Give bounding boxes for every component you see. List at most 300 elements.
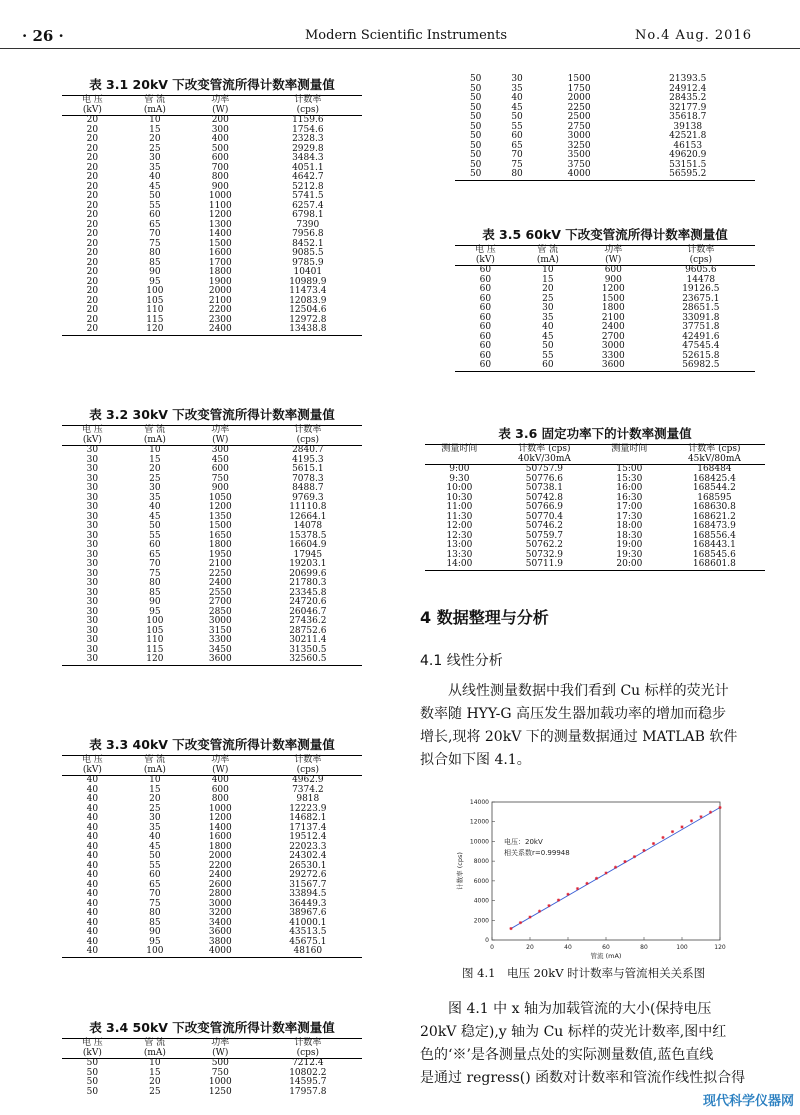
table-cell: 35: [511, 83, 523, 94]
data-point: [547, 904, 550, 907]
table-cell: 50: [469, 150, 482, 160]
column-unit: [425, 455, 494, 465]
table-cell: 40: [86, 908, 99, 918]
table-cell: 1750: [567, 83, 591, 94]
table-cell: 60: [542, 360, 554, 370]
table-3-6: [425, 424, 765, 571]
table-cell: 45675.1: [289, 936, 327, 947]
table-cell: 1050: [208, 492, 232, 503]
table-cell: 15: [149, 454, 161, 465]
table-cell: 25: [149, 803, 161, 814]
table-cell: 20: [86, 143, 99, 154]
table-cell: 2400: [208, 324, 232, 334]
table-row: [62, 325, 362, 335]
table-cell: 500: [211, 143, 229, 154]
table-cell: 10: [149, 1058, 161, 1068]
table-cell: 40: [149, 832, 161, 842]
table-cell: 12223.9: [289, 803, 327, 814]
table-cell: 1800: [208, 267, 232, 277]
annotation-voltage: 电压：20kV: [504, 838, 543, 846]
table-cell: 105: [146, 295, 164, 306]
table-cell: 20699.6: [289, 568, 327, 579]
table-cell: 15:00: [616, 464, 643, 474]
table-cell: 60: [479, 350, 492, 361]
column-header: 电 压: [81, 1038, 103, 1048]
table-cell: 35: [542, 312, 554, 323]
table-cell: 20: [86, 295, 99, 306]
data-point: [690, 819, 693, 822]
table-cell: 50770.4: [525, 511, 564, 522]
column-header: 计数率: [294, 1038, 322, 1048]
table-cell: 20: [86, 229, 99, 239]
table-cell: 18:30: [616, 530, 643, 541]
table-cell: 31350.5: [289, 644, 327, 655]
table-cell: 168544.2: [692, 483, 736, 493]
table-cell: 20: [86, 200, 99, 211]
table-cell: 25: [149, 1086, 161, 1097]
table-cell: 600: [604, 265, 622, 275]
table-cell: 55: [511, 121, 523, 132]
table-cell: 40: [86, 946, 99, 956]
table-cell: 2100: [208, 295, 232, 306]
table-cell: 168630.8: [692, 502, 736, 512]
table-cell: 12504.6: [289, 305, 327, 315]
table-row: [455, 113, 755, 123]
table-cell: 56982.5: [682, 360, 720, 370]
table-cell: 65: [149, 879, 161, 890]
table-cell: 3600: [208, 927, 232, 937]
paragraph-linear-analysis: [420, 680, 772, 772]
table-cell: 168601.8: [692, 559, 736, 569]
table-cell: 80: [149, 908, 161, 918]
figure-caption: 图 4.1 电压 20kV 时计数率与管流相关关系图: [462, 966, 706, 980]
table-title: 表 3.1 20kV 下改变管流所得计数率测量值: [89, 77, 335, 92]
table-cell: 2100: [601, 312, 625, 323]
table-cell: 3300: [208, 635, 232, 645]
table-cell: 20: [86, 305, 99, 315]
column-header: 功率: [211, 95, 230, 105]
table-cell: 7374.2: [292, 784, 324, 795]
table-cell: 30: [511, 74, 523, 84]
table-cell: 2200: [208, 305, 232, 315]
table-cell: 3150: [208, 625, 232, 636]
table-cell: 105: [146, 625, 164, 636]
table-cell: 55: [542, 350, 554, 361]
table-cell: 30: [149, 153, 161, 163]
table-cell: 42491.6: [682, 331, 720, 342]
table-cell: 50757.9: [525, 464, 564, 474]
column-unit: (W): [580, 256, 647, 266]
table-cell: 15:30: [616, 473, 643, 484]
table-cell: 30: [86, 521, 99, 531]
table-cell: 168473.9: [692, 521, 736, 531]
table-cell: 1000: [208, 803, 232, 814]
table-cell: 45: [542, 331, 554, 342]
table-cell: 20: [86, 115, 99, 125]
data-point: [585, 882, 588, 885]
table-cell: 20: [149, 794, 161, 804]
table-cell: 9769.3: [292, 492, 324, 503]
table-cell: 600: [211, 153, 229, 163]
column-header: 计数率: [294, 95, 322, 105]
table-cell: 300: [211, 445, 229, 455]
table-cell: 1800: [601, 303, 625, 313]
table-cell: 40: [86, 936, 99, 947]
table-row: [455, 361, 755, 371]
data-table: [62, 1038, 362, 1097]
table-cell: 8488.7: [292, 483, 324, 493]
table-cell: 1500: [208, 238, 232, 249]
table-cell: 50: [86, 1086, 99, 1097]
table-cell: 100: [146, 946, 164, 956]
table-row: [62, 947, 362, 957]
data-point: [538, 910, 541, 913]
table-cell: 500: [211, 1058, 229, 1068]
x-tick-label: 0: [490, 944, 494, 951]
column-header: 电 压: [81, 95, 103, 105]
table-cell: 56595.2: [669, 169, 707, 179]
table-cell: 45: [149, 841, 161, 852]
table-cell: 1600: [208, 832, 232, 842]
table-cell: 30: [86, 464, 99, 474]
data-point: [528, 915, 531, 918]
table-cell: 9785.9: [292, 257, 324, 268]
table-cell: 10:00: [446, 483, 473, 493]
table-cell: 50: [469, 112, 482, 122]
table-cell: 12972.8: [289, 314, 327, 325]
table-cell: 32560.5: [289, 654, 327, 664]
header-row: [62, 1039, 362, 1049]
table-cell: 30: [86, 587, 99, 598]
column-unit: (mA): [516, 256, 580, 266]
table-cell: 40: [86, 794, 99, 804]
table-cell: 20: [86, 172, 99, 182]
table-cell: 2100: [208, 559, 232, 569]
data-point: [709, 811, 712, 814]
table-cell: 10: [542, 265, 554, 275]
data-point: [642, 849, 645, 852]
table-cell: 7212.4: [292, 1058, 324, 1068]
table-cell: 9085.5: [292, 248, 324, 258]
table-cell: 1700: [208, 257, 232, 268]
table-cell: 10: [149, 445, 161, 455]
table-cell: 65: [149, 219, 161, 230]
table-cell: 20: [86, 153, 99, 163]
table-cell: 6257.4: [292, 200, 324, 211]
x-axis-label: 管流 (mA): [590, 952, 622, 960]
table-cell: 60: [479, 331, 492, 342]
table-3-1: [62, 75, 362, 336]
paragraph-figure-explanation: [420, 998, 772, 1090]
table-cell: 300: [211, 124, 229, 135]
table-cell: 20: [86, 257, 99, 268]
table-cell: 10: [149, 115, 161, 125]
header-row: [425, 445, 765, 455]
table-title: 表 3.5 60kV 下改变管流所得计数率测量值: [482, 227, 728, 242]
column-unit: (W): [187, 436, 254, 446]
table-cell: 20: [86, 324, 99, 334]
table-cell: 1200: [601, 284, 625, 294]
data-point: [509, 927, 512, 930]
table-cell: 1800: [208, 841, 232, 852]
table-cell: 5615.1: [292, 464, 324, 474]
table-cell: 10989.9: [289, 276, 327, 287]
table-cell: 40: [86, 822, 99, 833]
column-header: 电 压: [81, 755, 103, 765]
units-row: [62, 106, 362, 116]
table-cell: 168621.2: [692, 511, 736, 522]
table-cell: 2550: [208, 587, 232, 598]
column-unit: (cps): [254, 436, 362, 446]
header-row: [62, 426, 362, 436]
table-cell: 2400: [208, 578, 232, 588]
table-cell: 90: [149, 927, 161, 937]
x-tick-label: 60: [602, 944, 610, 951]
table-title: 表 3.4 50kV 下改变管流所得计数率测量值: [89, 1020, 335, 1035]
table-cell: 200: [211, 115, 229, 125]
table-cell: 50: [469, 74, 482, 84]
table-cell: 40: [86, 879, 99, 890]
table-cell: 120: [146, 324, 164, 334]
column-header: 测量时间: [611, 444, 648, 454]
table-cell: 13:30: [446, 549, 473, 560]
table-cell: 9818: [296, 794, 320, 804]
units-row: [62, 436, 362, 446]
table-cell: 60: [479, 322, 492, 332]
table-cell: 12664.1: [289, 511, 327, 522]
table-cell: 3250: [567, 140, 591, 151]
table-cell: 2000: [208, 286, 232, 296]
table-cell: 50762.2: [525, 540, 564, 550]
table-cell: 750: [211, 473, 229, 484]
table-cell: 1400: [208, 822, 232, 833]
table-cell: 50732.9: [525, 549, 564, 560]
table-cell: 2800: [208, 889, 232, 899]
table-cell: 1650: [208, 530, 232, 541]
table-cell: 10401: [293, 267, 323, 277]
table-cell: 50: [511, 112, 523, 122]
table-cell: 39138: [673, 121, 703, 132]
column-unit: (W): [187, 106, 254, 116]
table-cell: 30211.4: [289, 635, 327, 645]
table-cell: 75: [149, 568, 161, 579]
table-cell: 11110.8: [289, 502, 327, 512]
table-cell: 46153: [673, 140, 703, 151]
table-cell: 1200: [208, 502, 232, 512]
table-cell: 15: [542, 274, 554, 285]
text-line: 色的‘※’是各测量点处的实际测量数值,蓝色直线: [420, 1047, 714, 1063]
table-cell: 4000: [567, 169, 591, 179]
column-unit: (kV): [62, 766, 123, 776]
table-cell: 14:00: [446, 559, 473, 569]
table-cell: 53151.5: [669, 159, 707, 170]
table-cell: 21780.3: [289, 578, 327, 588]
column-unit: (mA): [123, 436, 187, 446]
table-cell: 95: [149, 276, 161, 287]
column-header: 管 流: [144, 1038, 166, 1048]
table-cell: 50738.1: [525, 483, 564, 493]
table-cell: 65: [511, 140, 523, 151]
table-row: [455, 85, 755, 95]
table-cell: 900: [211, 483, 229, 493]
table-cell: 40: [86, 813, 99, 823]
table-cell: 9:00: [449, 464, 470, 474]
column-unit: (cps): [254, 766, 362, 776]
table-cell: 1800: [208, 540, 232, 550]
table-cell: 36449.3: [289, 898, 327, 909]
table-cell: 16:30: [616, 492, 643, 503]
column-header: 功率: [604, 245, 623, 255]
table-cell: 55: [149, 200, 161, 211]
table-cell: 15: [149, 784, 161, 795]
table-cell: 100: [146, 616, 164, 626]
table-cell: 700: [211, 162, 229, 173]
column-header: 电 压: [81, 425, 103, 435]
text-line: 增长,现将 20kV 下的测量数据通过 MATLAB 软件: [420, 729, 738, 745]
table-cell: 17:00: [616, 502, 643, 512]
table-cell: 28651.5: [682, 303, 720, 313]
table-cell: 4051.1: [292, 162, 324, 173]
table-cell: 50776.6: [525, 473, 564, 484]
table-cell: 20: [86, 181, 99, 192]
table-row: [425, 465, 765, 475]
table-row: [455, 104, 755, 114]
figure-4-1-chart: [452, 792, 732, 962]
table-row: [455, 123, 755, 133]
table-cell: 50: [86, 1077, 99, 1087]
table-cell: 45: [149, 181, 161, 192]
table-cell: 15: [149, 124, 161, 135]
table-cell: 80: [511, 169, 523, 179]
table-cell: 70: [149, 559, 161, 569]
table-cell: 40: [86, 927, 99, 937]
header-row: [455, 246, 755, 256]
text-line: 20kV 稳定),y 轴为 Cu 标样的荧光计数率,图中红: [420, 1024, 727, 1040]
table-cell: 168443.1: [692, 540, 736, 550]
table-cell: 80: [149, 248, 161, 258]
subsection-heading: 4.1 线性分析: [420, 653, 503, 669]
data-point: [604, 871, 607, 874]
table-cell: 400: [211, 134, 229, 144]
table-cell: 1400: [208, 229, 232, 239]
table-cell: 900: [604, 274, 622, 285]
table-cell: 5741.5: [292, 191, 324, 201]
table-cell: 48160: [293, 946, 323, 956]
table-cell: 75: [511, 159, 523, 170]
column-unit: 45kV/80mA: [664, 455, 765, 465]
text-line: 是通过 regress() 函数对计数率和管流作线性拟合得: [420, 1070, 746, 1086]
header-row: [62, 756, 362, 766]
table-cell: 2300: [208, 314, 232, 325]
table-cell: 30: [86, 616, 99, 626]
table-cell: 60: [479, 274, 492, 285]
data-point: [623, 860, 626, 863]
table-cell: 60: [149, 540, 161, 550]
table-row: [455, 161, 755, 171]
table-cell: 60: [479, 341, 492, 351]
table-title: 表 3.2 30kV 下改变管流所得计数率测量值: [89, 407, 335, 422]
table-cell: 30: [86, 606, 99, 617]
column-unit: (mA): [123, 766, 187, 776]
table-cell: 43513.5: [289, 927, 327, 937]
table-cell: 70: [511, 150, 523, 160]
data-table: [62, 95, 362, 336]
table-cell: 40: [149, 502, 161, 512]
table-cell: 60: [149, 210, 161, 220]
y-tick-label: 12000: [469, 818, 489, 826]
table-cell: 14682.1: [289, 813, 327, 823]
table-cell: 110: [146, 305, 164, 315]
data-point: [633, 855, 636, 858]
table-cell: 14595.7: [289, 1077, 327, 1087]
table-cell: 50: [469, 159, 482, 170]
y-tick-label: 14000: [469, 799, 489, 806]
table-cell: 3000: [601, 341, 625, 351]
column-header: 计数率 (cps): [688, 444, 741, 454]
data-point: [718, 806, 721, 809]
table-cell: 2328.3: [292, 134, 324, 144]
table-cell: 29272.6: [289, 870, 327, 880]
table-cell: 50711.9: [525, 559, 564, 569]
table-cell: 41000.1: [289, 917, 327, 928]
table-cell: 1200: [208, 210, 232, 220]
table-cell: 1250: [208, 1086, 232, 1097]
data-table: [62, 425, 362, 666]
y-tick-label: 4000: [473, 897, 489, 905]
table-cell: 2700: [601, 331, 625, 342]
table-row: [455, 94, 755, 104]
table-cell: 800: [211, 794, 229, 804]
table-cell: 21393.5: [669, 74, 707, 84]
table-cell: 23675.1: [682, 293, 720, 304]
table-cell: 42521.8: [669, 131, 707, 141]
y-tick-label: 10000: [469, 838, 489, 846]
data-table: [455, 245, 755, 372]
table-3-4: [62, 1018, 362, 1097]
issue-info: No.4 Aug. 2016: [635, 28, 752, 43]
table-cell: 15: [149, 1067, 161, 1078]
table-cell: 37751.8: [682, 322, 720, 332]
table-cell: 85: [149, 587, 161, 598]
table-cell: 9:30: [449, 473, 470, 484]
table-row: [62, 116, 362, 126]
table-cell: 40: [86, 784, 99, 795]
table-cell: 30: [86, 578, 99, 588]
column-header: 电 压: [474, 245, 496, 255]
table-cell: 17137.4: [289, 822, 327, 833]
table-cell: 55: [149, 530, 161, 541]
page-header: [0, 22, 800, 49]
table-cell: 18:00: [616, 521, 643, 531]
table-cell: 2750: [567, 121, 591, 132]
table-cell: 17957.8: [289, 1086, 327, 1097]
table-cell: 60: [479, 265, 492, 275]
table-cell: 23345.8: [289, 587, 327, 598]
table-cell: 50: [469, 83, 482, 94]
table-cell: 45: [149, 511, 161, 522]
table-cell: 50: [469, 131, 482, 141]
table-cell: 1350: [208, 511, 232, 522]
data-point: [652, 842, 655, 845]
table-cell: 27436.2: [289, 616, 327, 626]
table-cell: 20: [86, 162, 99, 173]
table-cell: 24912.4: [669, 83, 707, 94]
table-row: [62, 776, 362, 786]
table-cell: 30: [86, 445, 99, 455]
table-cell: 50: [469, 93, 482, 103]
column-header: 测量时间: [441, 444, 478, 454]
table-cell: 1500: [567, 74, 591, 84]
